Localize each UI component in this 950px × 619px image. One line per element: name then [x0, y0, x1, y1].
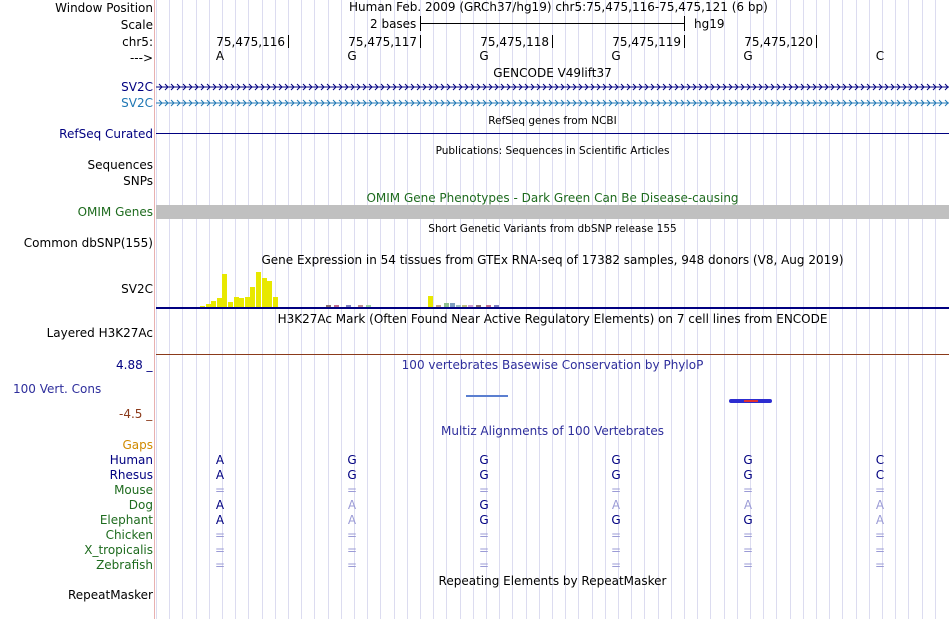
alignment-base: G: [479, 513, 489, 527]
window-position-label: Window Position: [55, 1, 153, 15]
alignment-base: A: [215, 513, 225, 527]
position-text: Human Feb. 2009 (GRCh37/hg19) chr5:75,475,116-75,475,121 (6 bp): [349, 0, 768, 14]
alignment-base: A: [215, 453, 225, 467]
reference-base: G: [347, 49, 357, 63]
alignment-base: G: [611, 453, 621, 467]
alignment-base: A: [743, 498, 753, 512]
conservation-title: 100 vertebrates Basewise Conservation by PhyloP: [401, 358, 704, 372]
alignment-base: =: [874, 558, 886, 572]
alignment-base: C: [875, 468, 885, 482]
alignment-base: =: [610, 558, 622, 572]
h3k27ac-baseline: [156, 354, 949, 355]
alignment-base: =: [214, 558, 226, 572]
coordinate-tick: [552, 35, 553, 48]
reference-base: G: [611, 49, 621, 63]
coordinate-tick: [816, 35, 817, 48]
alignment-base: G: [479, 498, 489, 512]
coordinate-tick: [420, 35, 421, 48]
h3k27ac-title: H3K27Ac Mark (Often Found Near Active Regulatory Elements) on 7 cell lines from ENCODE: [277, 312, 828, 326]
alignment-base: =: [742, 528, 754, 542]
gtex-tissue-bar[interactable]: [267, 281, 272, 308]
repeatmasker-label[interactable]: RepeatMasker: [67, 588, 153, 602]
gtex-tissue-bar[interactable]: [262, 278, 267, 308]
strand-label: --->: [129, 51, 153, 65]
coordinate-label: 75,475,116: [216, 35, 285, 49]
gtex-tissue-bar[interactable]: [222, 274, 227, 308]
alignment-base: =: [214, 528, 226, 542]
refseq-gene-line[interactable]: [156, 133, 949, 134]
omim-title: OMIM Gene Phenotypes - Dark Green Can Be Disease-causing: [366, 191, 739, 205]
reference-base: G: [479, 49, 489, 63]
alignment-base: =: [478, 528, 490, 542]
gtex-title: Gene Expression in 54 tissues from GTEx RNA-seq of 17382 samples, 948 donors (V8, Aug 2019): [261, 253, 844, 267]
conservation-mark-1: [466, 395, 508, 397]
alignment-base: =: [478, 543, 490, 557]
coordinate-tick: [684, 35, 685, 48]
gencode-title: GENCODE V49lift37: [493, 66, 612, 80]
alignment-base: =: [214, 483, 226, 497]
gtex-baseline: [156, 307, 949, 309]
refseq-label[interactable]: RefSeq Curated: [59, 127, 153, 141]
alignment-base: G: [347, 468, 357, 482]
alignment-base: =: [346, 483, 358, 497]
conservation-mark-2-center: [744, 400, 758, 402]
h3k27ac-label[interactable]: Layered H3K27Ac: [46, 326, 153, 340]
gaps-label[interactable]: Gaps: [122, 438, 153, 452]
scale-bar-left-tick: [420, 16, 421, 31]
alignment-base: A: [875, 498, 885, 512]
alignment-base: A: [347, 513, 357, 527]
alignment-base: G: [611, 468, 621, 482]
alignment-base: =: [742, 558, 754, 572]
conservation-min-label: -4.5 _: [119, 407, 153, 421]
conservation-max-label: 4.88 _: [116, 358, 153, 372]
gencode-transcript-2[interactable]: [156, 97, 949, 109]
gencode-transcript-1[interactable]: [156, 81, 949, 93]
publications-label-snps[interactable]: SNPs: [123, 174, 153, 188]
alignment-base: A: [875, 513, 885, 527]
chr-label: chr5:: [122, 35, 153, 49]
gencode-gene-label-2[interactable]: SV2C: [121, 96, 153, 110]
conservation-label[interactable]: 100 Vert. Cons: [13, 382, 102, 396]
alignment-base: =: [610, 483, 622, 497]
alignment-base: A: [215, 468, 225, 482]
species-label[interactable]: Chicken: [105, 528, 153, 542]
coordinate-label: 75,475,119: [612, 35, 681, 49]
alignment-base: G: [743, 513, 753, 527]
scale-label: Scale: [120, 18, 153, 32]
dbsnp-label[interactable]: Common dbSNP(155): [23, 236, 153, 250]
reference-base: A: [215, 49, 225, 63]
alignment-base: G: [479, 468, 489, 482]
species-label[interactable]: Human: [109, 453, 153, 467]
scale-bar: [420, 23, 685, 24]
gtex-gene-label[interactable]: SV2C: [121, 282, 153, 296]
species-label[interactable]: Dog: [128, 498, 153, 512]
alignment-base: G: [347, 453, 357, 467]
species-label[interactable]: Zebrafish: [96, 558, 153, 572]
reference-base: C: [875, 49, 885, 63]
gtex-tissue-bar[interactable]: [250, 287, 255, 308]
scale-text: 2 bases: [370, 17, 417, 31]
alignment-base: =: [874, 483, 886, 497]
alignment-base: =: [610, 528, 622, 542]
alignment-base: =: [346, 528, 358, 542]
alignment-base: =: [874, 528, 886, 542]
alignment-base: =: [478, 558, 490, 572]
coordinate-label: 75,475,120: [744, 35, 813, 49]
omim-label[interactable]: OMIM Genes: [77, 205, 153, 219]
gtex-tissue-bar[interactable]: [256, 272, 261, 308]
coordinate-label: 75,475,117: [348, 35, 417, 49]
species-label[interactable]: Elephant: [99, 513, 153, 527]
coordinate-tick: [288, 35, 289, 48]
alignment-base: G: [743, 468, 753, 482]
alignment-base: G: [743, 453, 753, 467]
refseq-title: RefSeq genes from NCBI: [488, 115, 617, 127]
alignment-base: A: [215, 498, 225, 512]
gtex-expression-bars[interactable]: [156, 268, 949, 308]
coordinate-label: 75,475,118: [480, 35, 549, 49]
alignment-base: A: [611, 498, 621, 512]
species-label[interactable]: Mouse: [114, 483, 153, 497]
species-label[interactable]: Rhesus: [109, 468, 153, 482]
species-label[interactable]: X_tropicalis: [84, 543, 153, 557]
alignment-base: =: [346, 558, 358, 572]
alignment-base: C: [875, 453, 885, 467]
alignment-base: =: [214, 543, 226, 557]
repeatmasker-title: Repeating Elements by RepeatMasker: [438, 574, 667, 588]
alignment-base: =: [874, 543, 886, 557]
publications-label-sequences[interactable]: Sequences: [87, 158, 153, 172]
alignment-base: =: [478, 483, 490, 497]
assembly-name: hg19: [694, 17, 725, 31]
dbsnp-title: Short Genetic Variants from dbSNP release 155: [428, 223, 677, 235]
scale-bar-right-tick: [684, 16, 685, 31]
image-left-border: [154, 0, 155, 619]
alignment-base: =: [346, 543, 358, 557]
alignment-base: G: [611, 513, 621, 527]
omim-gene-bar[interactable]: [156, 205, 949, 219]
alignment-base: G: [479, 453, 489, 467]
multiz-title: Multiz Alignments of 100 Vertebrates: [440, 424, 665, 438]
alignment-base: A: [347, 498, 357, 512]
reference-base: G: [743, 49, 753, 63]
alignment-base: =: [742, 483, 754, 497]
publications-title: Publications: Sequences in Scientific Articles: [435, 145, 670, 157]
alignment-base: =: [742, 543, 754, 557]
alignment-base: =: [610, 543, 622, 557]
gencode-gene-label-1[interactable]: SV2C: [121, 80, 153, 94]
